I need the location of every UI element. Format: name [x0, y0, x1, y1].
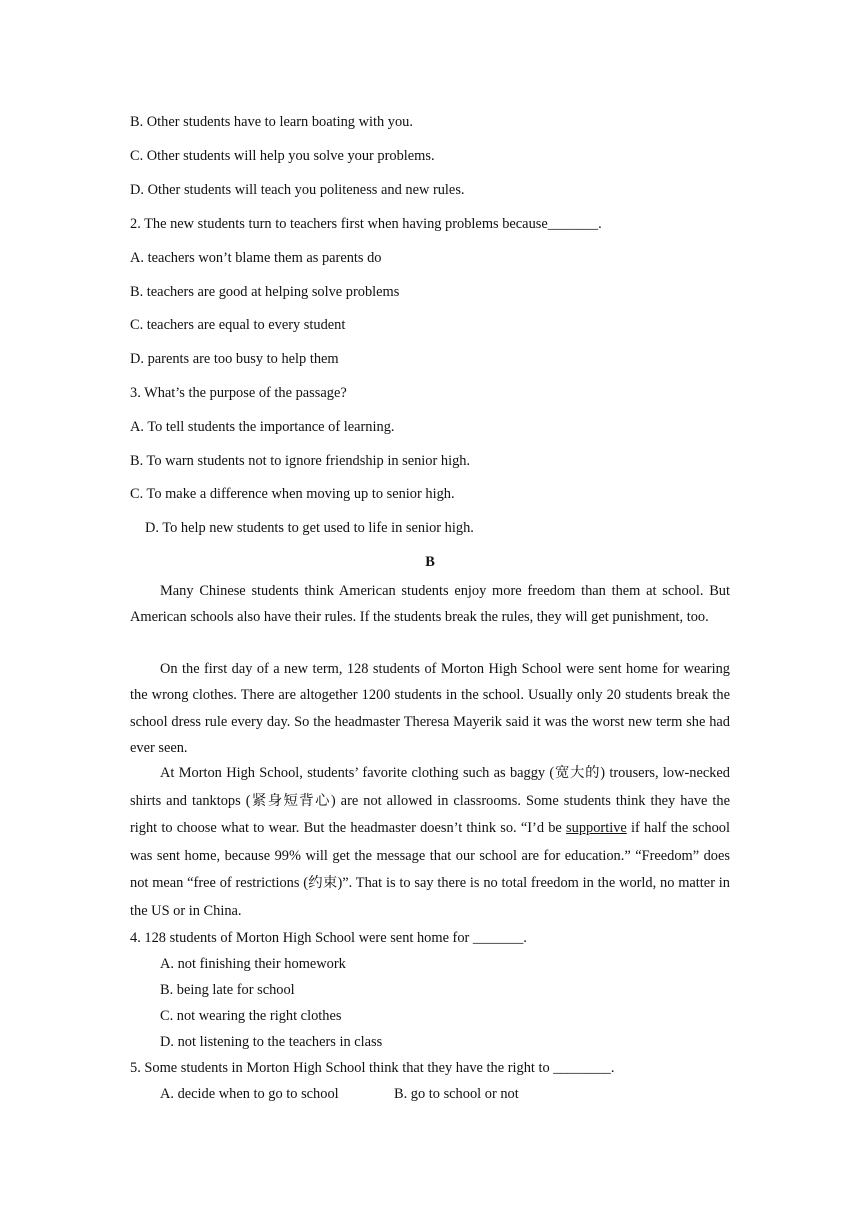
paragraph-2-text: On the first day of a new term, 128 students of Morton High School were sent home for wearing the wrong clothes. There are altogether 1200 students in the school. Usually only 20 students break the school dress rule every day. So the headmaster Theresa Mayerik said it was the worst new term she had ever seen.: [130, 661, 730, 756]
paragraph-3-part-2: if half the school was sent home, because 99% will get the message that our school are for education.” “Freedom” does not mean “free of restrictions (约束)”. That is to say there is no total freedom in the world, no matter in the US or in China.: [130, 820, 730, 919]
paragraph-1-text: Many Chinese students think American students enjoy more freedom than them at school. But American schools also have their rules. If the students break the rules, they will get punishment, too.: [130, 583, 730, 625]
q4-option-b: B. being late for school: [160, 982, 295, 998]
q2-option-a: A. teachers won’t blame them as parents do: [130, 250, 382, 266]
q2-stem: 2. The new students turn to teachers first when having problems because_______.: [130, 216, 602, 232]
q3-option-b: B. To warn students not to ignore friendship in senior high.: [130, 453, 471, 469]
q5-options-row: [160, 1085, 760, 1103]
q2-option-d: D. parents are too busy to help them: [130, 351, 339, 367]
q3-option-d: D. To help new students to get used to life in senior high.: [145, 520, 474, 536]
q3-stem: 3. What’s the purpose of the passage?: [130, 385, 347, 401]
passage-paragraph-3: [130, 760, 730, 925]
q1-option-c: C. Other students will help you solve your problems.: [130, 148, 435, 164]
q5-option-a: A. decide when to go to school: [160, 1086, 339, 1102]
q4-option-a: A. not finishing their homework: [160, 956, 346, 972]
paragraph-3-text: [130, 760, 730, 925]
passage-paragraph-1: [130, 578, 730, 630]
q3-option-c: C. To make a difference when moving up to senior high.: [130, 486, 455, 502]
q1-option-b: B. Other students have to learn boating with you.: [130, 114, 413, 130]
section-heading: B: [425, 554, 435, 570]
q1-option-d: D. Other students will teach you politeness and new rules.: [130, 182, 465, 198]
paragraph-3-part-1: At Morton High School, students’ favorite clothing such as baggy (宽大的) trousers, low-necked shirts and tanktops (紧身短背心) are not allowed in classrooms. Some students think they have the right to choose what to wear. But the headmaster doesn’t think so. “I’d be: [130, 765, 730, 836]
underlined-word: supportive: [566, 820, 627, 836]
q5-stem: 5. Some students in Morton High School think that they have the right to ________.: [130, 1060, 615, 1076]
q5-option-b: B. go to school or not: [394, 1086, 519, 1102]
q2-option-b: B. teachers are good at helping solve problems: [130, 284, 400, 300]
q4-option-d: D. not listening to the teachers in class: [160, 1034, 383, 1050]
q2-option-c: C. teachers are equal to every student: [130, 317, 346, 333]
q3-option-a: A. To tell students the importance of learning.: [130, 419, 395, 435]
q4-stem: 4. 128 students of Morton High School were sent home for _______.: [130, 930, 527, 946]
q4-option-c: C. not wearing the right clothes: [160, 1008, 342, 1024]
passage-paragraph-2: [130, 656, 730, 761]
